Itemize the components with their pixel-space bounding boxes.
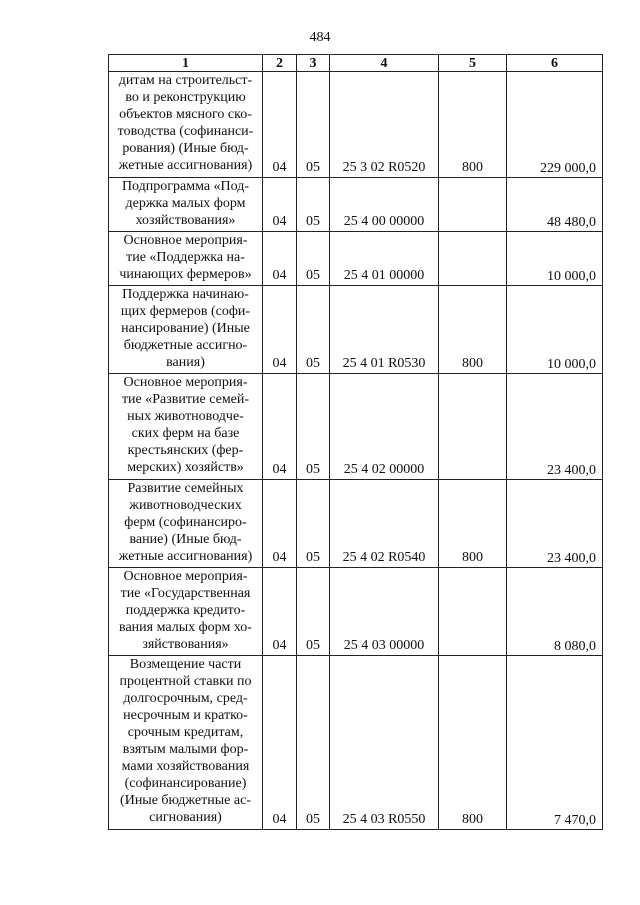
page-number: 484 [309,30,331,45]
row-name: Возмещение части процентной ставки по долгосрочным, сред- несрочным и кратко- срочным кредитам, взятым малыми фор- мами хозяйствования (софинансирование) (Иные бюджетные ас- сигнования) [109,656,263,830]
row-subsection: 05 [297,656,330,830]
row-section: 04 [263,232,297,286]
row-amount: 10 000,0 [507,232,603,286]
header-col-3: 3 [297,55,330,72]
row-subsection: 05 [297,480,330,568]
row-name: Основное мероприя- тие «Поддержка на- чинающих фермеров» [109,232,263,286]
row-target-code: 25 4 03 00000 [330,568,439,656]
row-expense-type [439,568,507,656]
row-section: 04 [263,72,297,178]
row-section: 04 [263,374,297,480]
row-target-code: 25 4 00 00000 [330,178,439,232]
header-col-2: 2 [263,55,297,72]
row-amount: 23 400,0 [507,374,603,480]
row-section: 04 [263,568,297,656]
row-target-code: 25 3 02 R0520 [330,72,439,178]
row-subsection: 05 [297,232,330,286]
row-name: дитам на строительст- во и реконструкцию объектов мясного ско- товодства (софинанси- рования) (Иные бюд- жетные ассигнования) [109,72,263,178]
header-col-1: 1 [109,55,263,72]
row-amount: 10 000,0 [507,286,603,374]
header-col-5: 5 [439,55,507,72]
row-subsection: 05 [297,72,330,178]
row-amount: 23 400,0 [507,480,603,568]
row-section: 04 [263,480,297,568]
row-name: Подпрограмма «Под- держка малых форм хозяйствования» [109,178,263,232]
row-amount: 7 470,0 [507,656,603,830]
row-target-code: 25 4 02 R0540 [330,480,439,568]
header-col-6: 6 [507,55,603,72]
row-target-code: 25 4 01 R0530 [330,286,439,374]
row-target-code: 25 4 03 R0550 [330,656,439,830]
row-subsection: 05 [297,178,330,232]
row-expense-type [439,232,507,286]
row-subsection: 05 [297,286,330,374]
table-header-row [109,55,603,72]
table-row [109,178,603,232]
table-row [109,568,603,656]
row-section: 04 [263,286,297,374]
row-target-code: 25 4 01 00000 [330,232,439,286]
table-row [109,656,603,830]
row-section: 04 [263,656,297,830]
table-row [109,72,603,178]
row-name: Развитие семейных животноводческих ферм (софинансиро- вание) (Иные бюд- жетные ассигнования) [109,480,263,568]
row-expense-type [439,374,507,480]
table-row [109,480,603,568]
table-row [109,374,603,480]
table-row [109,286,603,374]
row-subsection: 05 [297,568,330,656]
row-name: Основное мероприя- тие «Государственная поддержка кредито- вания малых форм хо- зяйствования» [109,568,263,656]
row-name: Основное мероприя- тие «Развитие семей- ных животноводче- ских ферм на базе крестьянских (фер- мерских) хозяйств» [109,374,263,480]
row-expense-type: 800 [439,656,507,830]
budget-table [108,54,603,830]
row-amount: 48 480,0 [507,178,603,232]
row-amount: 229 000,0 [507,72,603,178]
row-expense-type [439,178,507,232]
row-expense-type: 800 [439,72,507,178]
row-expense-type: 800 [439,286,507,374]
row-section: 04 [263,178,297,232]
row-expense-type: 800 [439,480,507,568]
header-col-4: 4 [330,55,439,72]
row-subsection: 05 [297,374,330,480]
table-row [109,232,603,286]
row-target-code: 25 4 02 00000 [330,374,439,480]
row-amount: 8 080,0 [507,568,603,656]
row-name: Поддержка начинаю- щих фермеров (софи- нансирование) (Иные бюджетные ассигно- вания) [109,286,263,374]
